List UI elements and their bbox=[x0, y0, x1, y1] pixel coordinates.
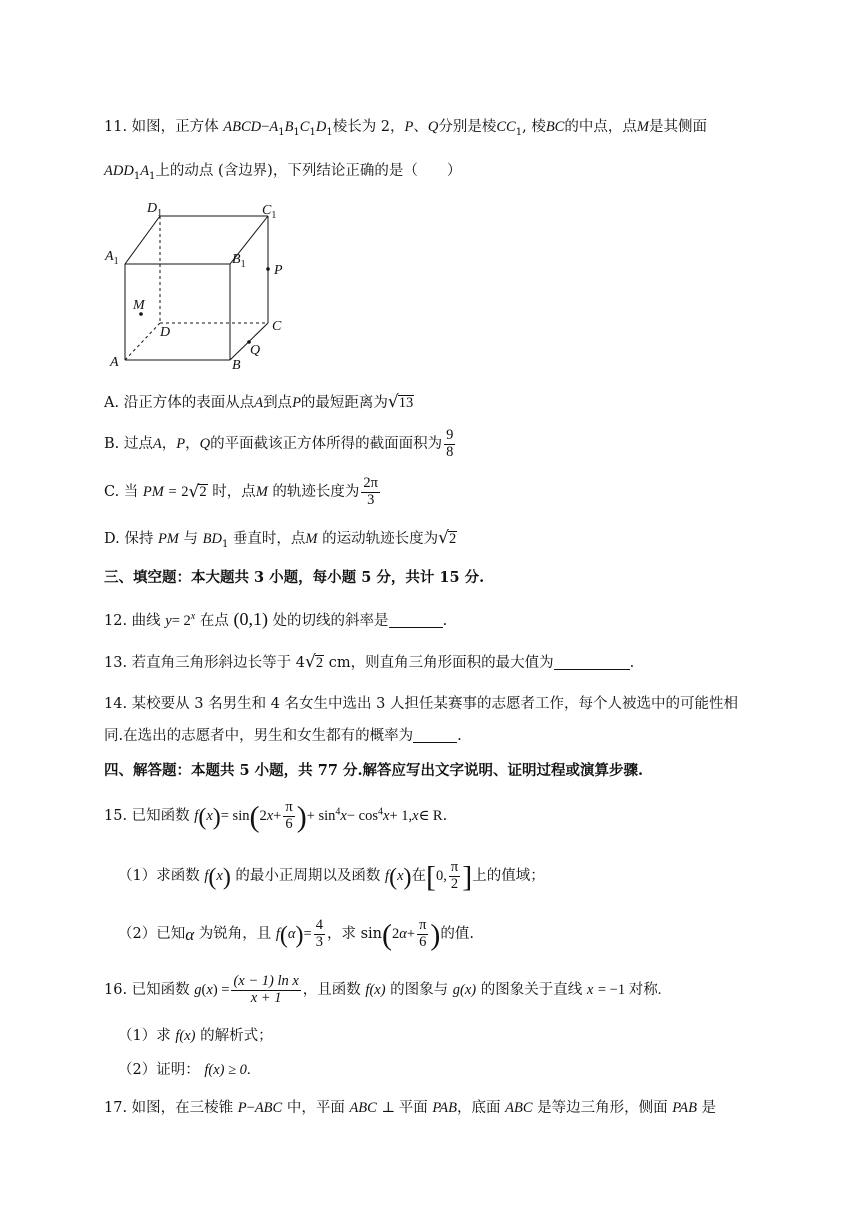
q11-option-d: D. 保持 PM 与 $BD_1$ 垂直时，点M 的运动轨迹长度为√2 bbox=[104, 528, 457, 550]
q13-answer-blank[interactable] bbox=[554, 655, 630, 670]
q15-part1: （1）求函数 f(x) 的最小正周期以及函数 f(x)在[0, $\frac{\pi}{2}$ ]上的值域； bbox=[118, 859, 545, 894]
svg-text:C1: $C_1$ bbox=[262, 203, 277, 221]
q11-option-c: C. 当 PM = 2√2 时，点M 的轨迹长度为 $\frac{2\pi}{3}$ bbox=[104, 475, 378, 508]
q11-line1: 11. 如图，正方体 $ABCD-A_1B_1C_1D_1$棱长为 2，P、Q分别是棱$CC_1$, 棱BC的中点，点M是其侧面 bbox=[104, 119, 707, 138]
section-3-heading: 三、填空题：本大题共 3 小题，每小题 5 分，共计 15 分. bbox=[104, 569, 485, 586]
q15-part2: （2）已知α 为锐角，且 f(α)= $\frac{4}{3}$ ，求 sin(2α+ $\frac{\pi}{6}$ )的值. bbox=[118, 917, 475, 952]
q15-main: 15. 已知函数 f(x)= sin(2x+ $\frac{\pi}{6}$ )+ $\sin^4x- \cos^4x+$ 1,x∈ R. bbox=[104, 799, 448, 834]
q11-option-b: B. 过点A，P，Q的平面截该正方体所得的截面面积为 $\frac{9}{8}$ bbox=[104, 427, 454, 460]
q11-line2: $ADD_1A_1$上的动点 (含边界)，下列结论正确的是（ ） bbox=[104, 163, 462, 182]
q16-main: 16. 已知函数 g(x) = $\frac{\text{(x − 1) ln x}}{x + 1}$ ，且函数 f(x) 的图象与 g(x) 的图象关于直线 x = −1 对称. bbox=[104, 973, 662, 1006]
q17: 17. 如图，在三棱锥 P−ABC 中，平面 ABC ⊥ 平面 PAB，底面 ABC 是等边三角形，侧面 PAB 是 bbox=[104, 1100, 717, 1116]
q16-part1: （1）求 f(x) 的解析式； bbox=[118, 1028, 273, 1044]
q12: 12. 曲线 $y= 2^x$ 在点 (0,1) 处的切线的斜率是 . bbox=[104, 609, 448, 629]
svg-text:D1: $D_1$ bbox=[147, 201, 163, 219]
point-p bbox=[266, 267, 270, 271]
svg-text:B: B bbox=[232, 358, 241, 373]
q12-answer-blank[interactable] bbox=[389, 613, 443, 628]
svg-text:C: C bbox=[272, 319, 282, 334]
q14-line2: 同.在选出的志愿者中，男生和女生都有的概率为 . bbox=[104, 728, 462, 744]
svg-text:P: P bbox=[274, 263, 283, 278]
cube-figure bbox=[100, 196, 300, 376]
svg-text:M: M bbox=[133, 298, 145, 313]
q11-option-a: A. 沿正方体的表面从点A到点P的最短距离为√13 bbox=[104, 392, 414, 412]
section-4-heading: 四、解答题：本题共 5 小题，共 77 分.解答应写出文字说明、证明过程或演算步骤. bbox=[104, 762, 644, 779]
svg-text:B1: $B_1$ bbox=[232, 252, 246, 270]
q13: 13. 若直角三角形斜边长等于 4√2 cm，则直角三角形面积的最大值为 . bbox=[104, 652, 635, 672]
q14-line1: 14. 某校要从 3 名男生和 4 名女生中选出 3 人担任某赛事的志愿者工作，每个人被选中的可能性相 bbox=[104, 696, 738, 712]
svg-text:D: D bbox=[160, 325, 171, 340]
q16-part2: （2）证明： f(x) ≥ 0. bbox=[118, 1062, 251, 1078]
svg-text:Q: Q bbox=[250, 343, 261, 358]
q14-answer-blank[interactable] bbox=[413, 728, 457, 743]
svg-text:A: A bbox=[110, 355, 119, 370]
svg-text:A1: $A_1$ bbox=[105, 249, 119, 267]
